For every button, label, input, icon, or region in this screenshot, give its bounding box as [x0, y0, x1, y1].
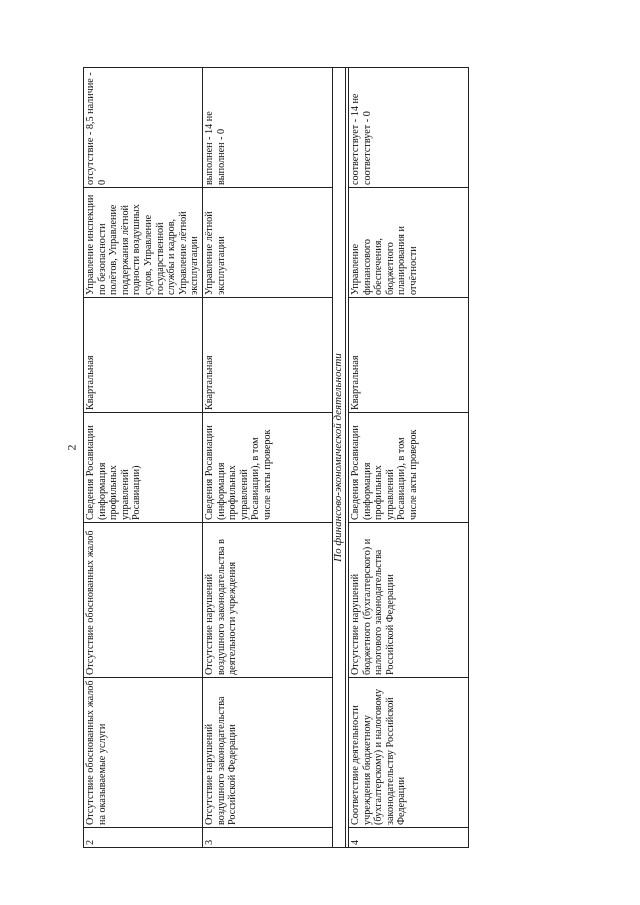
table-row — [202, 68, 332, 848]
responsible-cell: Управление инспекции по безопасности полётов, Управление поддержания лётной годности воздушных судов, Управление государственной службы и кадров, Управление лётной эксплуатации — [84, 188, 203, 298]
section-title: По финансово-экономической деятельности — [332, 68, 345, 848]
periodicity-cell: Квартальная — [348, 298, 468, 413]
source-cell: Сведения Росавиации (информация профильных управлений Росавиации) — [84, 413, 203, 523]
section-row — [332, 68, 345, 848]
criterion-cell: Отсутствие обоснованных жалоб — [84, 523, 203, 678]
criterion-cell: Отсутствие нарушений бюджетного (бухгалтерского) и налогового законодательства Российской Федерации — [348, 523, 468, 678]
periodicity-cell: Квартальная — [202, 298, 332, 413]
table-row — [84, 68, 203, 848]
indicator-cell: Соответствие деятельности учреждения бюджетному (бухгалтерскому) и налоговому законодательству Российской Федерации — [348, 678, 468, 828]
rotated-page — [83, 68, 419, 848]
responsible-cell: Управление финансового обеспечения, бюджетного планирования и отчётности — [348, 188, 468, 298]
source-cell: Сведения Росавиации (информация профильных управлений Росавиации), в том числе акты проверок — [202, 413, 332, 523]
value-cell: соответствует - 14 не соответствует - 0 — [348, 68, 468, 188]
periodicity-cell: Квартальная — [84, 298, 203, 413]
row-number: 3 — [202, 828, 332, 848]
value-cell: выполнен - 14 не выполнен - 0 — [202, 68, 332, 188]
indicator-cell: Отсутствие нарушений воздушного законодательства Российской Федерации — [202, 678, 332, 828]
row-number: 4 — [348, 828, 468, 848]
indicator-cell: Отсутствие обоснованных жалоб на оказываемые услуги — [84, 678, 203, 828]
criterion-cell: Отсутствие нарушений воздушного законодательства в деятельности учреждения — [202, 523, 332, 678]
source-cell: Сведения Росавиации (информация профильных управлений Росавиации), в том числе акты проверок — [348, 413, 468, 523]
table-row — [348, 68, 468, 848]
responsible-cell: Управление лётной эксплуатации — [202, 188, 332, 298]
document-table-wrapper — [83, 68, 419, 848]
row-number: 2 — [84, 828, 203, 848]
page-number: 2 — [64, 444, 79, 451]
value-cell: отсутствие - 8,5 наличие - 0 — [84, 68, 203, 188]
criteria-table — [83, 67, 469, 848]
